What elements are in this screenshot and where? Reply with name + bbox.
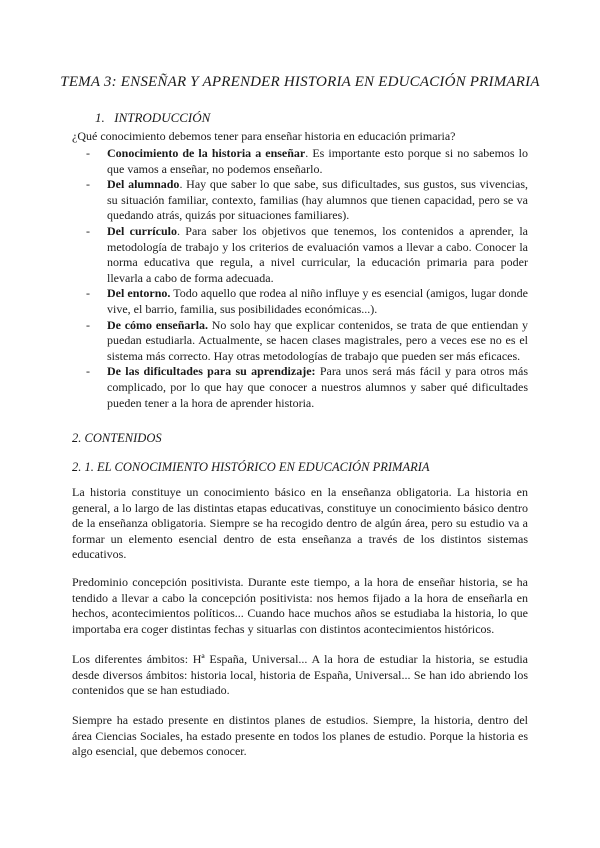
- list-item-text: . Hay que saber lo que sabe, sus dificultades, sus gustos, sus vivencias, su situación familiar, contexto, familias (hay alumnos que tienen capacidad, pero se va quedando atrás, quizás por situaciones familiares).: [107, 177, 529, 223]
- list-item: [86, 146, 528, 177]
- list-item: [86, 286, 528, 317]
- list-item: [86, 364, 528, 411]
- section-number: 1.: [95, 110, 105, 125]
- list-item-text: No solo hay que explicar contenidos, se trata de que entiendan y puedan estudiarla. Actualmente, se hacen clases magistrales, pero a veces ese no es el sistema más correcto. Hay otras metodologías de trabajo que pueden ser más eficaces.: [107, 317, 528, 363]
- knowledge-list: [86, 146, 528, 411]
- list-item-text: Todo aquello que rodea al niño influye y es esencial (amigos, lugar donde vive, el barrio, familia, sus posibilidades económicas...).: [107, 286, 528, 316]
- section-title: INTRODUCCIÓN: [114, 110, 211, 125]
- bullet-dash: -: [86, 177, 90, 192]
- paragraph: La historia constituye un conocimiento básico en la enseñanza obligatoria. La historia en general, a lo largo de las distintas etapas educativas, constituye un conocimiento básico dentro de la enseñanza obligatoria. Siempre se ha recogido dentro de algún área, pero su estudio va a formar un elemento esencial dentro de esta enseñanza a través de los distintos sistemas educativos.: [72, 485, 528, 562]
- section-heading-introduccion: [95, 110, 210, 126]
- intro-question: ¿Qué conocimiento debemos tener para enseñar historia en educación primaria?: [72, 129, 456, 143]
- list-item: [86, 224, 528, 286]
- list-item-text: Para unos será más fácil y para otros más complicado, por lo que hay que conocer a nuestros alumnos y saber qué dificultades pueden tener a la hora de aprender historia.: [107, 364, 528, 410]
- list-item-term: Del alumnado: [107, 177, 180, 192]
- bullet-dash: -: [86, 223, 90, 238]
- section-heading-contenidos: 2. CONTENIDOS: [72, 431, 162, 445]
- list-item-term: Conocimiento de la historia a enseñar: [107, 146, 306, 160]
- bullet-dash: -: [86, 146, 90, 160]
- paragraph: Predominio concepción positivista. Durante este tiempo, a la hora de enseñar historia, se ha tendido a llevar a cabo la concepción positivista: nos hemos fijado a la hora de enseñarla en hechos, acontecimientos políticos... Cuando hace muchos años se estudiaba la historia, lo que importaba era coger distintas fechas y situarlas con distintos acontecimientos históricos.: [72, 575, 528, 636]
- subsection-heading-conocimiento-historico: 2. 1. EL CONOCIMIENTO HISTÓRICO EN EDUCACIÓN PRIMARIA: [72, 460, 430, 474]
- list-item-text: . Es importante esto porque si no sabemos lo que vamos a enseñar, no podemos enseñarlo.: [107, 146, 528, 176]
- list-item-term: Del entorno.: [107, 286, 171, 301]
- list-item-term: De las dificultades para su aprendizaje:: [107, 364, 316, 379]
- document-title: TEMA 3: ENSEÑAR Y APRENDER HISTORIA EN EDUCACIÓN PRIMARIA: [60, 74, 540, 90]
- bullet-dash: -: [86, 364, 90, 379]
- list-item: [86, 318, 528, 365]
- list-item-text: . Para saber los objetivos que tenemos, los contenidos a aprender, la metodología de trabajo y los criterios de evaluación vamos a llevar a cabo. Conocer la norma educativa que regula, a nivel curricular, la educación primaria para poder llevarla a cabo de forma adecuada.: [107, 223, 528, 285]
- paragraph: Los diferentes ámbitos: Hª España, Universal... A la hora de estudiar la historia, se estudia desde diversos ámbitos: historia local, historia de España, Universal... Se han ido abriendo los contenidos que se han estudiado.: [72, 652, 528, 698]
- bullet-dash: -: [86, 286, 90, 301]
- list-item: [86, 177, 528, 224]
- paragraph: Siempre ha estado presente en distintos planes de estudios. Siempre, la historia, dentro del área Ciencias Sociales, ha estado presente en todos los planes de estudio. Porque la historia es algo esencial, que debemos conocer.: [72, 713, 528, 759]
- list-item-term: Del currículo: [107, 223, 177, 238]
- list-item-term: De cómo enseñarla.: [107, 317, 209, 332]
- bullet-dash: -: [86, 317, 90, 332]
